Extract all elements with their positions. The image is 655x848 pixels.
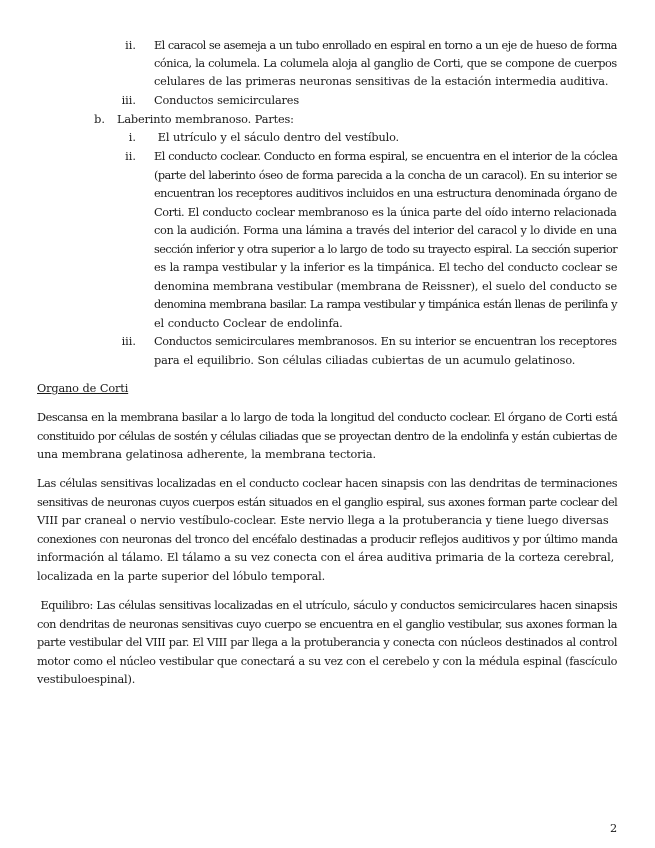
paragraph-line: constituido por células de sostén y células ciliadas que se proyectan dentro de la endolinfa y están cubiertas de xyxy=(37,429,617,443)
paragraph-line: Equilibro: Las células sensitivas localizadas en el utrículo, sáculo y conductos semicirculares hacen sinapsis xyxy=(37,599,618,612)
paragraph-line: Descansa en la membrana basilar a lo largo de toda la longitud del conducto coclear. El órgano de Corti está xyxy=(37,411,618,424)
paragraph-line: localizada en la parte superior del lóbulo temporal. xyxy=(37,569,326,583)
list-item-line: el conducto Coclear de endolinfa. xyxy=(154,316,343,330)
list-item-line: denomina membrana basilar. La rampa vestibular y timpánica están llenas de perilinfa y xyxy=(154,298,617,311)
list-item-line: (parte del laberinto óseo de forma parecida a la concha de un caracol). En su interior se xyxy=(154,168,617,182)
list-item-line: Conductos semicirculares membranosos. En su interior se encuentran los receptores xyxy=(154,335,617,348)
list-item-line: El conducto coclear. Conducto en forma espiral, se encuentra en el interior de la cóclea xyxy=(154,150,618,163)
list-item-text: Conductos semicirculares xyxy=(154,94,299,107)
list-item-line: cónica, la columela. La columela aloja al ganglio de Corti, que se compone de cuerpos xyxy=(154,57,617,70)
list-marker: b. xyxy=(94,113,105,126)
list-item-line: denomina membrana vestibular (membrana de Reissner), el suelo del conducto se xyxy=(154,279,618,293)
list-item-line: encuentran los receptores auditivos incluidos en una estructura denominada órgano de xyxy=(154,187,617,200)
list-marker: ii. xyxy=(125,150,136,163)
list-item-line: El caracol se asemeja a un tubo enrollado en espiral en torno a un eje de hueso de forma xyxy=(154,39,617,52)
section-heading: Organo de Corti xyxy=(37,382,129,395)
paragraph-line: una membrana gelatinosa adherente, la membrana tectoria. xyxy=(37,448,376,461)
list-item-line: para el equilibrio. Son células ciliadas cubiertas de un acumulo gelatinoso. xyxy=(154,353,576,367)
paragraph-line: con dendritas de neuronas sensitivas cuyo cuerpo se encuentra en el ganglio vestibular, sus axones forman la xyxy=(37,617,617,631)
page-number: 2 xyxy=(610,822,618,835)
paragraph-line: motor como el núcleo vestibular que conectará a su vez con el cerebelo y con la médula espinal (fascículo xyxy=(37,654,618,668)
list-item-line: es la rampa vestibular y la inferior es la timpánica. El techo del conducto coclear se xyxy=(154,261,618,274)
paragraph-line: parte vestibular del VIII par. El VIII par llega a la protuberancia y conecta con núcleos destinados al control xyxy=(37,636,618,649)
list-item-text: El utrículo y el sáculo dentro del vestíbulo. xyxy=(154,131,399,144)
paragraph-line: vestibuloespinal). xyxy=(37,673,136,686)
list-item-line: Corti. El conducto coclear membranoso es la única parte del oído interno relacionada xyxy=(154,205,617,219)
list-marker: iii. xyxy=(121,335,136,348)
paragraph-line: conexiones con neuronas del tronco del encéfalo destinadas a producir reflejos auditivos y por último manda xyxy=(37,532,618,546)
list-marker: iii. xyxy=(121,94,136,107)
list-item-line: con la audición. Forma una lámina a través del interior del caracol y lo divide en una xyxy=(154,224,617,237)
paragraph-line: información al tálamo. El tálamo a su vez conecta con el área auditiva primaria de la corteza cerebral, xyxy=(37,551,615,564)
list-marker: i. xyxy=(128,131,136,144)
paragraph-line: sensitivas de neuronas cuyos cuerpos están situados en el ganglio espiral, sus axones forman parte coclear del xyxy=(37,495,618,509)
paragraph-line: VIII par craneal o nervio vestíbulo-coclear. Este nervio llega a la protuberancia y tiene luego diversas xyxy=(37,514,609,527)
list-item-line: celulares de las primeras neuronas sensitivas de la estación intermedia auditiva. xyxy=(154,75,609,88)
list-marker: ii. xyxy=(125,39,136,52)
paragraph-line: Las células sensitivas localizadas en el conducto coclear hacen sinapsis con las dendritas de terminaciones xyxy=(37,477,618,490)
list-item-line: sección inferior y otra superior a lo largo de todo su trayecto espiral. La sección superior xyxy=(154,242,618,256)
list-item-text: Laberinto membranoso. Partes: xyxy=(117,113,294,126)
